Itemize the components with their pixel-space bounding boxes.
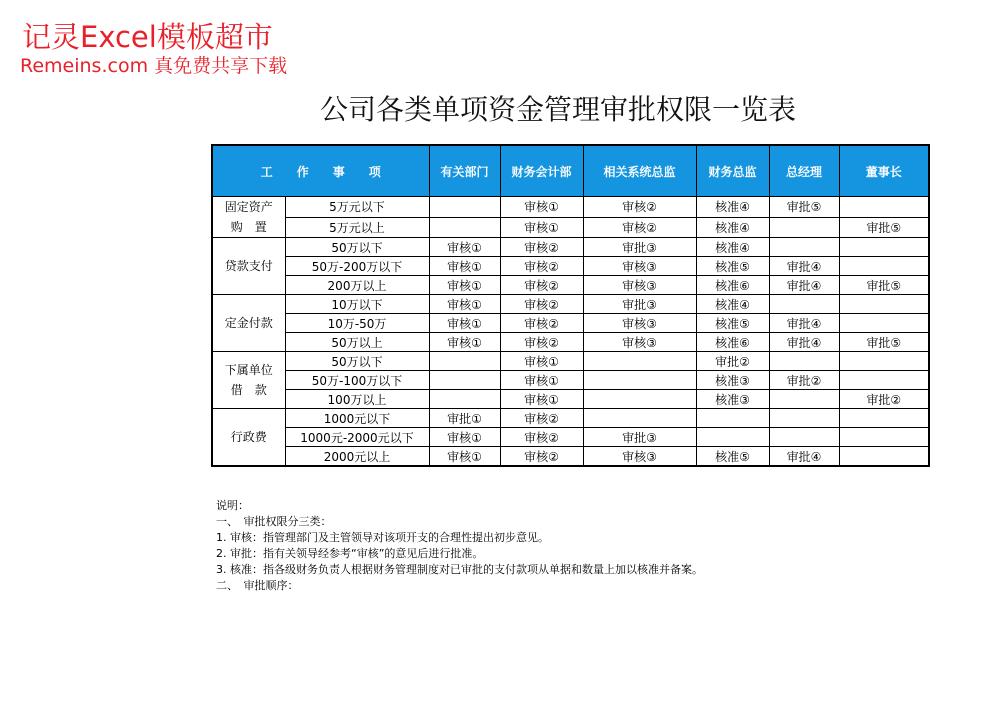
approval-cell: 审批⑤	[839, 333, 929, 352]
note-line: 1. 审核：指管理部门及主管领导对该项开支的合理性提出初步意见。	[216, 531, 549, 544]
approval-cell	[839, 295, 929, 314]
category-name-line: 下属单位	[224, 363, 273, 377]
note-line: 3. 核准：指各级财务负责人根据财务管理制度对已审批的支付款项从单据和数量上加以核准并备案。	[216, 563, 703, 576]
approval-cell: 审核①	[429, 428, 500, 447]
note-line: 二、 审批顺序：	[216, 579, 299, 592]
table-row	[212, 447, 929, 467]
approval-cell	[769, 238, 839, 257]
note-line: 说明：	[216, 499, 249, 512]
approval-cell: 审核①	[429, 276, 500, 295]
approval-cell: 审批③	[583, 295, 696, 314]
header-work-item: 工 作 事 项	[212, 145, 429, 197]
category-name-line: 定金付款	[224, 316, 273, 330]
item-cell: 100万以上	[285, 390, 429, 409]
item-cell: 50万以下	[285, 352, 429, 371]
approval-cell: 审批⑤	[769, 197, 839, 218]
approval-cell	[839, 409, 929, 428]
table-row	[212, 295, 929, 314]
approval-cell: 审核②	[500, 409, 583, 428]
approval-cell: 核准⑤	[696, 447, 769, 467]
approval-cell	[839, 197, 929, 218]
approval-cell	[769, 217, 839, 238]
approval-cell	[769, 390, 839, 409]
category-name-line: 借 款	[230, 383, 267, 397]
approval-cell	[583, 371, 696, 390]
approval-cell: 审核③	[583, 447, 696, 467]
approval-cell	[696, 428, 769, 447]
approval-cell	[583, 352, 696, 371]
item-cell: 50万以下	[285, 238, 429, 257]
table-row	[212, 217, 929, 238]
approval-cell: 核准⑥	[696, 333, 769, 352]
approval-cell: 审核①	[500, 371, 583, 390]
approval-cell: 审核③	[583, 314, 696, 333]
approval-cell	[839, 257, 929, 276]
approval-cell: 审批④	[769, 333, 839, 352]
approval-cell: 审核②	[500, 447, 583, 467]
approval-cell: 审核②	[583, 197, 696, 218]
approval-cell	[769, 409, 839, 428]
approval-cell	[429, 197, 500, 218]
header-general-manager: 总经理	[769, 145, 839, 197]
category-cell	[212, 352, 285, 409]
approval-cell: 核准⑤	[696, 257, 769, 276]
approval-cell	[583, 409, 696, 428]
approval-cell	[769, 352, 839, 371]
approval-cell: 审批③	[583, 238, 696, 257]
table-row	[212, 390, 929, 409]
table-row	[212, 428, 929, 447]
category-cell	[212, 295, 285, 352]
category-cell	[212, 238, 285, 295]
approval-cell	[839, 428, 929, 447]
approval-cell: 审核②	[500, 238, 583, 257]
approval-cell: 核准④	[696, 197, 769, 218]
approval-cell	[429, 217, 500, 238]
approval-cell: 审核②	[500, 314, 583, 333]
table-row	[212, 352, 929, 371]
approval-cell: 审批②	[839, 390, 929, 409]
item-cell: 200万以上	[285, 276, 429, 295]
item-cell: 2000元以上	[285, 447, 429, 467]
item-cell: 1000元以下	[285, 409, 429, 428]
category-cell	[212, 409, 285, 467]
approval-cell: 核准④	[696, 217, 769, 238]
approval-cell	[429, 371, 500, 390]
approval-cell: 审核①	[429, 447, 500, 467]
approval-cell: 审核②	[500, 333, 583, 352]
table-row	[212, 333, 929, 352]
table-row	[212, 314, 929, 333]
approval-cell: 审批②	[696, 352, 769, 371]
table-row	[212, 257, 929, 276]
approval-cell: 审核①	[429, 238, 500, 257]
watermark-subtitle: Remeins.com 真免费共享下载	[20, 55, 288, 77]
approval-cell: 核准⑥	[696, 276, 769, 295]
approval-cell	[429, 390, 500, 409]
approval-table	[211, 144, 930, 467]
header-cfo: 财务总监	[696, 145, 769, 197]
approval-cell: 核准④	[696, 295, 769, 314]
approval-cell: 审批④	[769, 276, 839, 295]
approval-cell: 审批⑤	[839, 276, 929, 295]
page-title: 公司各类单项资金管理审批权限一览表	[320, 93, 797, 126]
approval-cell: 核准⑤	[696, 314, 769, 333]
approval-cell	[839, 314, 929, 333]
approval-cell: 审批①	[429, 409, 500, 428]
approval-cell: 审核③	[583, 276, 696, 295]
approval-cell	[839, 238, 929, 257]
item-cell: 50万-200万以下	[285, 257, 429, 276]
notes-section	[216, 498, 703, 594]
approval-cell	[839, 352, 929, 371]
approval-cell: 审核①	[500, 197, 583, 218]
table-row	[212, 409, 929, 428]
item-cell: 10万以下	[285, 295, 429, 314]
header-finance-accounting: 财务会计部	[500, 145, 583, 197]
approval-cell: 审批②	[769, 371, 839, 390]
approval-cell: 审批③	[583, 428, 696, 447]
approval-cell: 核准④	[696, 238, 769, 257]
table-row	[212, 276, 929, 295]
approval-cell: 审核②	[500, 295, 583, 314]
approval-cell: 审批④	[769, 314, 839, 333]
category-name-line: 行政费	[230, 430, 267, 444]
item-cell: 10万-50万	[285, 314, 429, 333]
category-name-line: 贷款支付	[224, 259, 273, 273]
item-cell: 50万-100万以下	[285, 371, 429, 390]
header-chairman: 董事长	[839, 145, 929, 197]
approval-cell: 审核②	[500, 276, 583, 295]
approval-cell: 审核②	[500, 428, 583, 447]
approval-cell: 审核①	[500, 352, 583, 371]
category-cell	[212, 197, 285, 238]
approval-cell: 核准③	[696, 371, 769, 390]
header-related-dept: 有关部门	[429, 145, 500, 197]
table-row	[212, 238, 929, 257]
table-row	[212, 371, 929, 390]
approval-cell	[839, 371, 929, 390]
approval-cell	[429, 352, 500, 371]
approval-cell: 审批⑤	[839, 217, 929, 238]
category-name-line: 固定资产	[224, 200, 273, 214]
approval-cell: 审核①	[429, 295, 500, 314]
watermark-title: 记灵Excel模板超市	[22, 20, 273, 54]
note-line: 2. 审批：指有关领导经参考“审核”的意见后进行批准。	[216, 547, 484, 560]
approval-cell	[839, 447, 929, 467]
note-line: 一、 审批权限分三类：	[216, 515, 332, 528]
table-header-row	[212, 145, 929, 197]
approval-cell: 审核①	[500, 217, 583, 238]
item-cell: 5万元以上	[285, 217, 429, 238]
approval-cell: 审核①	[500, 390, 583, 409]
approval-cell: 审核③	[583, 333, 696, 352]
header-system-director: 相关系统总监	[583, 145, 696, 197]
approval-cell: 审核①	[429, 314, 500, 333]
table-row	[212, 197, 929, 218]
approval-cell: 审核①	[429, 333, 500, 352]
approval-cell	[696, 409, 769, 428]
approval-cell: 审核①	[429, 257, 500, 276]
approval-cell: 审核③	[583, 257, 696, 276]
item-cell: 5万元以下	[285, 197, 429, 218]
approval-cell: 核准③	[696, 390, 769, 409]
table-body	[212, 197, 929, 467]
approval-cell: 审批④	[769, 447, 839, 467]
item-cell: 50万以上	[285, 333, 429, 352]
approval-cell	[769, 295, 839, 314]
approval-cell	[769, 428, 839, 447]
approval-cell: 审核②	[500, 257, 583, 276]
approval-cell	[583, 390, 696, 409]
approval-cell: 审批④	[769, 257, 839, 276]
item-cell: 1000元-2000元以下	[285, 428, 429, 447]
approval-cell: 审核②	[583, 217, 696, 238]
category-name-line: 购 置	[230, 220, 267, 234]
